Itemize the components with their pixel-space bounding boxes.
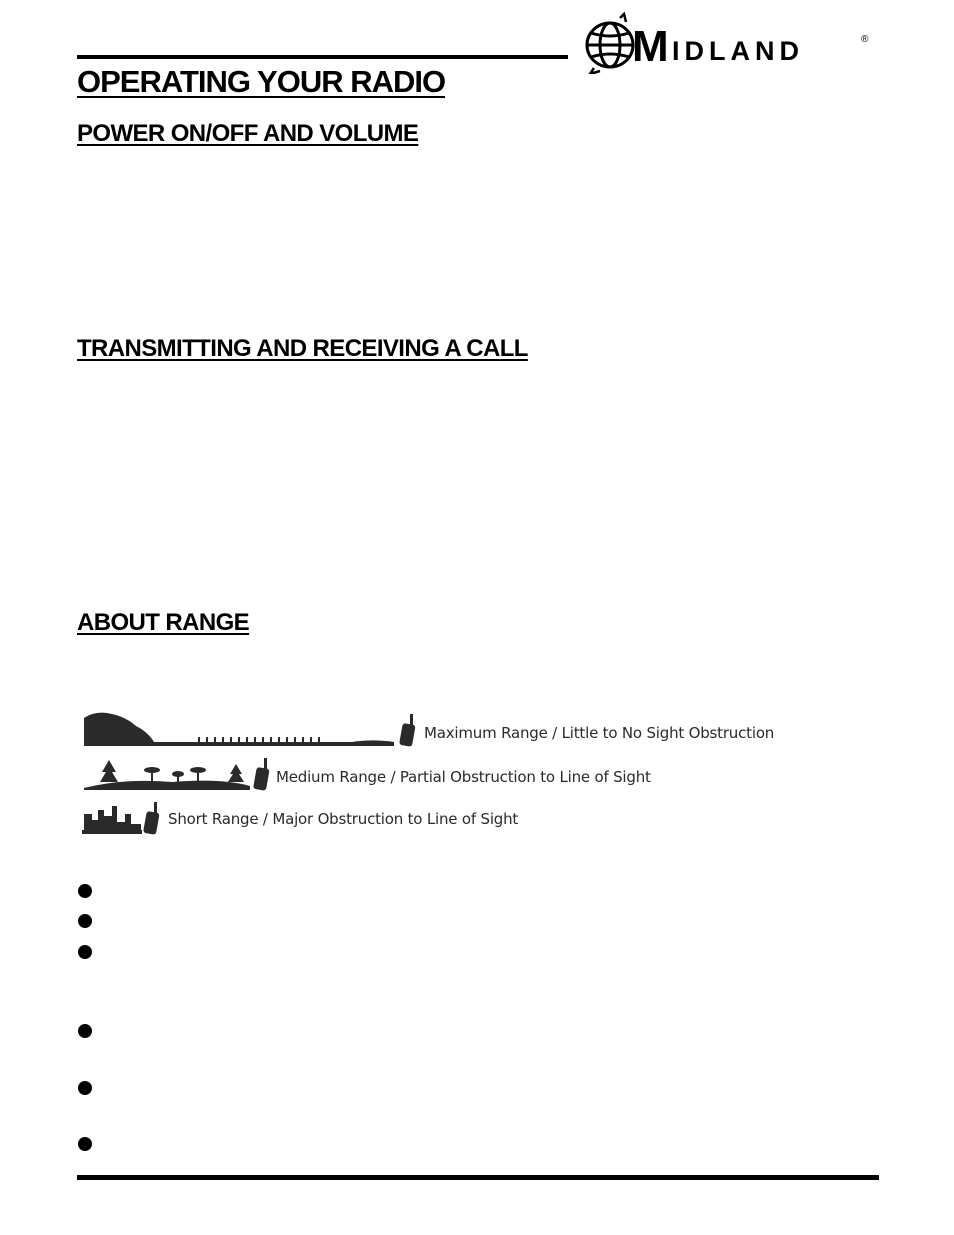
range-label-medium: Medium Range / Partial Obstruction to Line of Sight: [276, 768, 651, 786]
registered-mark: ®: [861, 34, 869, 45]
midland-logo: [580, 12, 880, 74]
bullet-icon: [78, 1081, 92, 1095]
range-label-short: Short Range / Major Obstruction to Line of Sight: [168, 810, 519, 828]
walkie-talkie-icon: [142, 802, 162, 836]
section-heading-transmit: TRANSMITTING AND RECEIVING A CALL: [77, 335, 528, 362]
header-rule: [77, 55, 568, 59]
brand-wordmark: IDLAND: [672, 36, 804, 66]
svg-text:M: M: [632, 22, 669, 71]
bullet-icon: [78, 945, 92, 959]
walkie-talkie-icon: [398, 714, 418, 748]
section-heading-range: ABOUT RANGE: [77, 609, 250, 636]
footer-rule: [77, 1175, 879, 1180]
mountain-scene-icon: [82, 708, 422, 752]
page-title: OPERATING YOUR RADIO: [77, 64, 446, 99]
range-row-medium: [82, 756, 682, 796]
bullet-icon: [78, 914, 92, 928]
walkie-talkie-icon: [252, 758, 272, 792]
section-heading-power: POWER ON/OFF AND VOLUME: [77, 120, 419, 147]
bullet-icon: [78, 1137, 92, 1151]
bullet-icon: [78, 884, 92, 898]
trees-scene-icon: [82, 756, 272, 792]
range-row-short: [82, 800, 562, 840]
bullet-icon: [78, 1024, 92, 1038]
globe-logo-icon: [587, 14, 633, 74]
range-label-maximum: Maximum Range / Little to No Sight Obstruction: [424, 724, 775, 742]
city-scene-icon: [82, 800, 144, 834]
range-row-maximum: [82, 708, 782, 752]
